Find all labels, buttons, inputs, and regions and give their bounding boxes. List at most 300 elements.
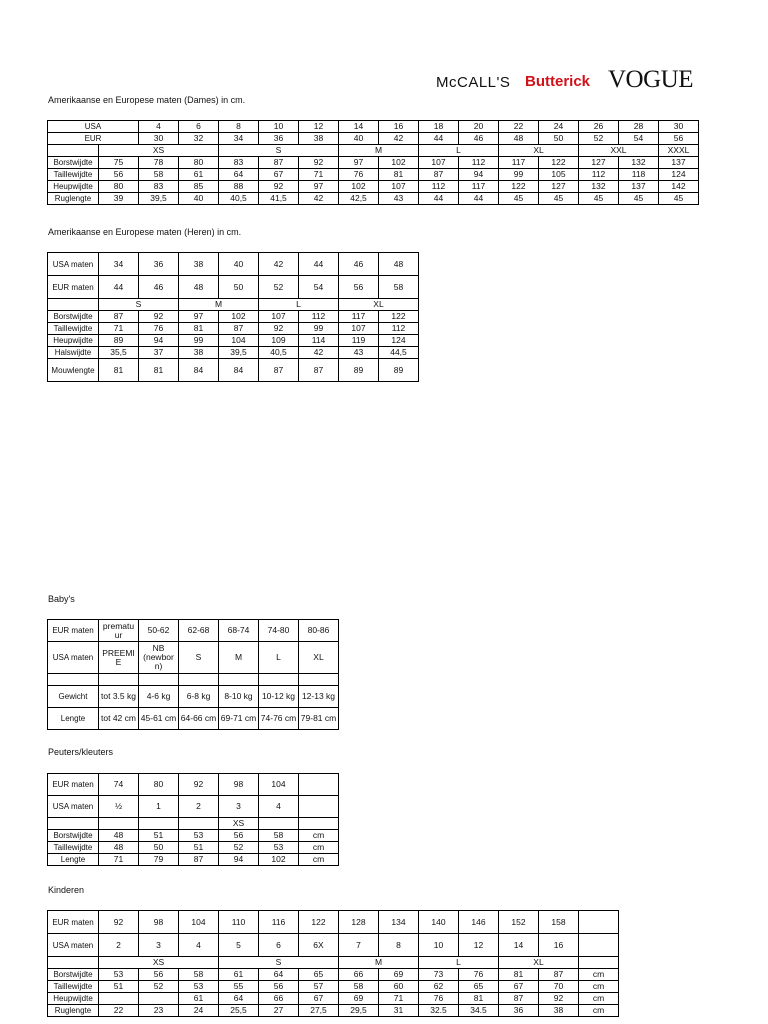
table-row <box>48 253 419 276</box>
table-cell: 80-86 <box>299 620 339 642</box>
table-cell: 70 <box>539 981 579 993</box>
table-cell: 36 <box>139 253 179 276</box>
table-cell: 66 <box>339 969 379 981</box>
heading-dames: Amerikaanse en Europese maten (Dames) in cm. <box>48 95 246 105</box>
table-cell: 16 <box>379 121 419 133</box>
table-row <box>48 686 339 708</box>
table-cell: 53 <box>99 969 139 981</box>
table-cell: 38 <box>179 253 219 276</box>
table-cell: 42 <box>299 193 339 205</box>
table-cell: 61 <box>219 969 259 981</box>
table-cell: 43 <box>379 193 419 205</box>
table-cell: XXL <box>579 145 659 157</box>
table-cell: 58 <box>259 830 299 842</box>
table-cell: 40,5 <box>219 193 259 205</box>
table-row <box>48 981 619 993</box>
table-cell: 152 <box>499 911 539 934</box>
table-cell: 81 <box>99 359 139 382</box>
table-cell: 40 <box>219 253 259 276</box>
table-cell: 78 <box>139 157 179 169</box>
row-label <box>48 674 99 686</box>
row-label: Borstwijdte <box>48 830 99 842</box>
heading-kinderen: Kinderen <box>48 885 85 895</box>
table-cell: 34.5 <box>459 1005 499 1017</box>
table-cell: cm <box>579 993 619 1005</box>
table-cell: 102 <box>219 311 259 323</box>
table-cell: 99 <box>499 169 539 181</box>
table-cell: 48 <box>379 253 419 276</box>
row-label: EUR <box>48 133 139 145</box>
table-cell: S <box>219 145 339 157</box>
table-cell: 102 <box>339 181 379 193</box>
table-cell: S <box>99 299 179 311</box>
table-cell: 52 <box>139 981 179 993</box>
table-cell: 45 <box>659 193 699 205</box>
table-row <box>48 193 699 205</box>
table-cell: 39,5 <box>139 193 179 205</box>
table-cell: 112 <box>419 181 459 193</box>
table-row <box>48 145 699 157</box>
row-label: Heupwijdte <box>48 181 99 193</box>
table-cell: 10 <box>259 121 299 133</box>
table-cell <box>99 674 139 686</box>
table-cell: XL <box>499 957 579 969</box>
table-cell: 24 <box>179 1005 219 1017</box>
table-cell: XL <box>499 145 579 157</box>
table-cell: XS <box>219 818 259 830</box>
row-label: Ruglengte <box>48 193 99 205</box>
table-cell: 137 <box>619 181 659 193</box>
table-cell: 127 <box>579 157 619 169</box>
table-cell: 71 <box>299 169 339 181</box>
table-cell: 48 <box>179 276 219 299</box>
table-cell: 36 <box>259 133 299 145</box>
table-cell: 69 <box>379 969 419 981</box>
table-cell: 50 <box>219 276 259 299</box>
table-cell: 50 <box>539 133 579 145</box>
table-cell: 4 <box>259 796 299 818</box>
table-cell <box>259 674 299 686</box>
table-cell: 87 <box>419 169 459 181</box>
table-cell: 67 <box>299 993 339 1005</box>
table-cell: 107 <box>419 157 459 169</box>
table-cell: 99 <box>299 323 339 335</box>
table-cell: 26 <box>579 121 619 133</box>
row-label: USA maten <box>48 796 99 818</box>
table-row <box>48 620 339 642</box>
table-cell: 92 <box>259 323 299 335</box>
table-cell: 124 <box>379 335 419 347</box>
row-label: Taillewijdte <box>48 323 99 335</box>
row-label: Borstwijdte <box>48 969 99 981</box>
table-cell: 84 <box>219 359 259 382</box>
table-cell: 85 <box>179 181 219 193</box>
table-cell: 56 <box>219 830 259 842</box>
table-cell: 30 <box>139 133 179 145</box>
table-cell: 61 <box>179 993 219 1005</box>
table-cell: XXXL <box>659 145 699 157</box>
table-cell: 76 <box>419 993 459 1005</box>
table-cell: 66 <box>259 993 299 1005</box>
table-cell: cm <box>579 981 619 993</box>
table-cell: 94 <box>459 169 499 181</box>
table-row <box>48 157 699 169</box>
table-row <box>48 993 619 1005</box>
table-cell: 128 <box>339 911 379 934</box>
table-cell <box>579 957 619 969</box>
table-cell: 56 <box>99 169 139 181</box>
table-row <box>48 1005 619 1017</box>
table-cell: 56 <box>259 981 299 993</box>
table-cell <box>99 818 139 830</box>
table-cell: 114 <box>299 335 339 347</box>
table-cell: 45 <box>579 193 619 205</box>
table-babys <box>47 619 339 730</box>
table-row <box>48 774 339 796</box>
table-cell: 51 <box>99 981 139 993</box>
table-row <box>48 796 339 818</box>
table-cell: 45 <box>539 193 579 205</box>
table-cell: 27,5 <box>299 1005 339 1017</box>
row-label: Halswijdte <box>48 347 99 359</box>
table-cell <box>179 674 219 686</box>
table-cell: 73 <box>419 969 459 981</box>
table-cell: 105 <box>539 169 579 181</box>
table-row <box>48 181 699 193</box>
table-cell: 38 <box>299 133 339 145</box>
table-cell: 71 <box>379 993 419 1005</box>
row-label <box>48 145 99 157</box>
table-cell: 104 <box>259 774 299 796</box>
table-cell: 37 <box>139 347 179 359</box>
row-label: Lengte <box>48 708 99 730</box>
table-cell: 92 <box>139 311 179 323</box>
table-cell <box>99 993 139 1005</box>
table-cell: 51 <box>139 830 179 842</box>
table-cell: 39,5 <box>219 347 259 359</box>
table-cell: 81 <box>499 969 539 981</box>
table-cell: 53 <box>259 842 299 854</box>
table-cell: 87 <box>539 969 579 981</box>
table-cell: 87 <box>179 854 219 866</box>
table-cell: 23 <box>139 1005 179 1017</box>
table-cell: 32.5 <box>419 1005 459 1017</box>
row-label: USA maten <box>48 934 99 957</box>
table-cell: 50 <box>139 842 179 854</box>
table-cell: 83 <box>219 157 259 169</box>
table-cell: 117 <box>499 157 539 169</box>
table-cell: 62-68 <box>179 620 219 642</box>
table-cell: 12-13 kg <box>299 686 339 708</box>
table-cell: 54 <box>299 276 339 299</box>
table-cell: 80 <box>139 774 179 796</box>
table-cell: 109 <box>259 335 299 347</box>
table-cell: 75 <box>99 157 139 169</box>
table-cell: 87 <box>99 311 139 323</box>
table-cell: 117 <box>339 311 379 323</box>
table-row <box>48 323 419 335</box>
table-cell: 7 <box>339 934 379 957</box>
table-cell: 92 <box>259 181 299 193</box>
table-row <box>48 674 339 686</box>
table-cell: 118 <box>619 169 659 181</box>
table-cell: 39 <box>99 193 139 205</box>
table-cell: 1 <box>139 796 179 818</box>
table-cell: 14 <box>499 934 539 957</box>
heading-heren: Amerikaanse en Europese maten (Heren) in cm. <box>48 227 242 237</box>
table-cell: 107 <box>259 311 299 323</box>
table-cell: XL <box>299 642 339 674</box>
vogue-logo: VOGUE <box>608 66 693 93</box>
table-cell: 42 <box>379 133 419 145</box>
table-cell: 69 <box>339 993 379 1005</box>
table-cell: 57 <box>299 981 339 993</box>
table-cell: L <box>419 957 499 969</box>
table-cell: 110 <box>219 911 259 934</box>
table-cell: cm <box>579 1005 619 1017</box>
table-cell: 71 <box>99 323 139 335</box>
table-cell: 102 <box>379 157 419 169</box>
table-row <box>48 911 619 934</box>
table-cell: cm <box>299 854 339 866</box>
table-cell: 117 <box>459 181 499 193</box>
table-cell: 76 <box>339 169 379 181</box>
table-row <box>48 169 699 181</box>
table-cell: 64-66 cm <box>179 708 219 730</box>
table-cell: 98 <box>139 911 179 934</box>
table-cell: 42 <box>299 347 339 359</box>
table-cell: 12 <box>299 121 339 133</box>
table-cell: 44,5 <box>379 347 419 359</box>
table-cell: 8-10 kg <box>219 686 259 708</box>
row-label: Borstwijdte <box>48 311 99 323</box>
table-cell: 104 <box>219 335 259 347</box>
table-cell: M <box>179 299 259 311</box>
table-cell: 104 <box>179 911 219 934</box>
table-cell: 27 <box>259 1005 299 1017</box>
table-cell: 58 <box>179 969 219 981</box>
table-row <box>48 934 619 957</box>
table-cell: 158 <box>539 911 579 934</box>
table-cell: XL <box>339 299 419 311</box>
table-cell: M <box>219 642 259 674</box>
table-cell: 38 <box>539 1005 579 1017</box>
table-cell: 40,5 <box>259 347 299 359</box>
table-cell: 8 <box>219 121 259 133</box>
table-cell: 44 <box>299 253 339 276</box>
table-cell: 97 <box>339 157 379 169</box>
row-label: Ruglengte <box>48 1005 99 1017</box>
table-cell: 68-74 <box>219 620 259 642</box>
table-cell: ½ <box>99 796 139 818</box>
mccalls-logo: McCALL'S <box>436 74 511 91</box>
table-cell <box>139 993 179 1005</box>
table-cell: 74-80 <box>259 620 299 642</box>
table-cell: 42,5 <box>339 193 379 205</box>
table-cell: 6 <box>179 121 219 133</box>
table-row <box>48 969 619 981</box>
table-cell: M <box>339 957 419 969</box>
table-cell: 64 <box>219 169 259 181</box>
table-cell: 36 <box>499 1005 539 1017</box>
row-label: Lengte <box>48 854 99 866</box>
table-cell: 29,5 <box>339 1005 379 1017</box>
table-cell: prematu ur <box>99 620 139 642</box>
table-cell: 32 <box>179 133 219 145</box>
table-cell: cm <box>579 969 619 981</box>
table-cell <box>579 934 619 957</box>
table-cell: 89 <box>379 359 419 382</box>
table-cell: PREEMI E <box>99 642 139 674</box>
table-cell: 92 <box>539 993 579 1005</box>
row-label: USA maten <box>48 642 99 674</box>
table-cell: 112 <box>299 311 339 323</box>
table-cell: 112 <box>459 157 499 169</box>
table-cell: 44 <box>419 193 459 205</box>
table-cell: 81 <box>379 169 419 181</box>
table-cell: 34 <box>219 133 259 145</box>
row-label: Taillewijdte <box>48 169 99 181</box>
row-label <box>48 818 99 830</box>
table-cell: 58 <box>139 169 179 181</box>
table-cell: 58 <box>379 276 419 299</box>
table-cell: 52 <box>219 842 259 854</box>
butterick-logo: Butterick <box>525 73 591 90</box>
table-cell: 4 <box>179 934 219 957</box>
table-cell: 35,5 <box>99 347 139 359</box>
table-cell: 40 <box>339 133 379 145</box>
table-cell: 69-71 cm <box>219 708 259 730</box>
table-row <box>48 347 419 359</box>
table-cell: NB (newbor n) <box>139 642 179 674</box>
table-cell: 87 <box>299 359 339 382</box>
table-cell: 10 <box>419 934 459 957</box>
table-kinderen <box>47 910 619 1017</box>
table-cell: 107 <box>339 323 379 335</box>
table-row <box>48 276 419 299</box>
table-cell: 52 <box>579 133 619 145</box>
table-cell: 45 <box>619 193 659 205</box>
table-cell: 74 <box>99 774 139 796</box>
table-row <box>48 830 339 842</box>
table-cell <box>259 818 299 830</box>
row-label: EUR maten <box>48 774 99 796</box>
table-cell <box>139 818 179 830</box>
table-cell: 80 <box>179 157 219 169</box>
table-cell: 55 <box>219 981 259 993</box>
table-cell: 44 <box>99 276 139 299</box>
table-cell: 44 <box>419 133 459 145</box>
table-cell: 22 <box>499 121 539 133</box>
table-cell: M <box>339 145 419 157</box>
table-cell: 65 <box>299 969 339 981</box>
table-cell: 50-62 <box>139 620 179 642</box>
table-cell: 38 <box>179 347 219 359</box>
table-cell: 53 <box>179 981 219 993</box>
table-cell: 76 <box>139 323 179 335</box>
table-row <box>48 818 339 830</box>
row-label: USA <box>48 121 139 133</box>
table-cell: 92 <box>99 911 139 934</box>
row-label: EUR maten <box>48 620 99 642</box>
table-cell: 87 <box>259 359 299 382</box>
table-cell <box>139 674 179 686</box>
table-cell: 3 <box>139 934 179 957</box>
table-cell: cm <box>299 842 339 854</box>
table-cell: 22 <box>99 1005 139 1017</box>
table-cell: 146 <box>459 911 499 934</box>
table-cell: 124 <box>659 169 699 181</box>
table-cell: 89 <box>99 335 139 347</box>
table-row <box>48 359 419 382</box>
table-cell: 34 <box>99 253 139 276</box>
table-cell: 52 <box>259 276 299 299</box>
table-row <box>48 299 419 311</box>
table-cell: 4 <box>139 121 179 133</box>
table-row <box>48 121 699 133</box>
table-cell: 71 <box>99 854 139 866</box>
table-cell: 97 <box>299 181 339 193</box>
table-row <box>48 133 699 145</box>
table-cell: 116 <box>259 911 299 934</box>
row-label: EUR maten <box>48 276 99 299</box>
table-cell <box>299 796 339 818</box>
table-cell: 3 <box>219 796 259 818</box>
table-cell: 80 <box>99 181 139 193</box>
row-label: Mouwlengte <box>48 359 99 382</box>
row-label: USA maten <box>48 253 99 276</box>
table-cell: 4-6 kg <box>139 686 179 708</box>
table-row <box>48 708 339 730</box>
table-cell: 2 <box>99 934 139 957</box>
table-cell: 45-61 cm <box>139 708 179 730</box>
table-cell: 46 <box>459 133 499 145</box>
table-cell: 14 <box>339 121 379 133</box>
table-cell: 92 <box>179 774 219 796</box>
table-row <box>48 311 419 323</box>
table-cell: 2 <box>179 796 219 818</box>
table-cell: 99 <box>179 335 219 347</box>
table-cell: 56 <box>339 276 379 299</box>
table-cell: 31 <box>379 1005 419 1017</box>
table-cell: 137 <box>659 157 699 169</box>
table-cell: 48 <box>99 830 139 842</box>
table-cell: tot 3.5 kg <box>99 686 139 708</box>
table-cell: 24 <box>539 121 579 133</box>
table-cell: 81 <box>459 993 499 1005</box>
table-cell: 45 <box>499 193 539 205</box>
table-cell: 122 <box>499 181 539 193</box>
table-cell: 67 <box>499 981 539 993</box>
table-cell: 92 <box>299 157 339 169</box>
table-cell: 56 <box>139 969 179 981</box>
table-cell: 112 <box>379 323 419 335</box>
table-cell: 132 <box>579 181 619 193</box>
table-cell: 20 <box>459 121 499 133</box>
table-heren <box>47 252 419 382</box>
table-cell: 142 <box>659 181 699 193</box>
table-cell: L <box>259 299 339 311</box>
table-cell: 56 <box>659 133 699 145</box>
table-cell: 40 <box>179 193 219 205</box>
table-cell: 119 <box>339 335 379 347</box>
table-row <box>48 335 419 347</box>
row-label: Heupwijdte <box>48 335 99 347</box>
table-cell: 62 <box>419 981 459 993</box>
row-label <box>48 299 99 311</box>
table-cell <box>299 674 339 686</box>
heading-babys: Baby's <box>48 594 75 604</box>
